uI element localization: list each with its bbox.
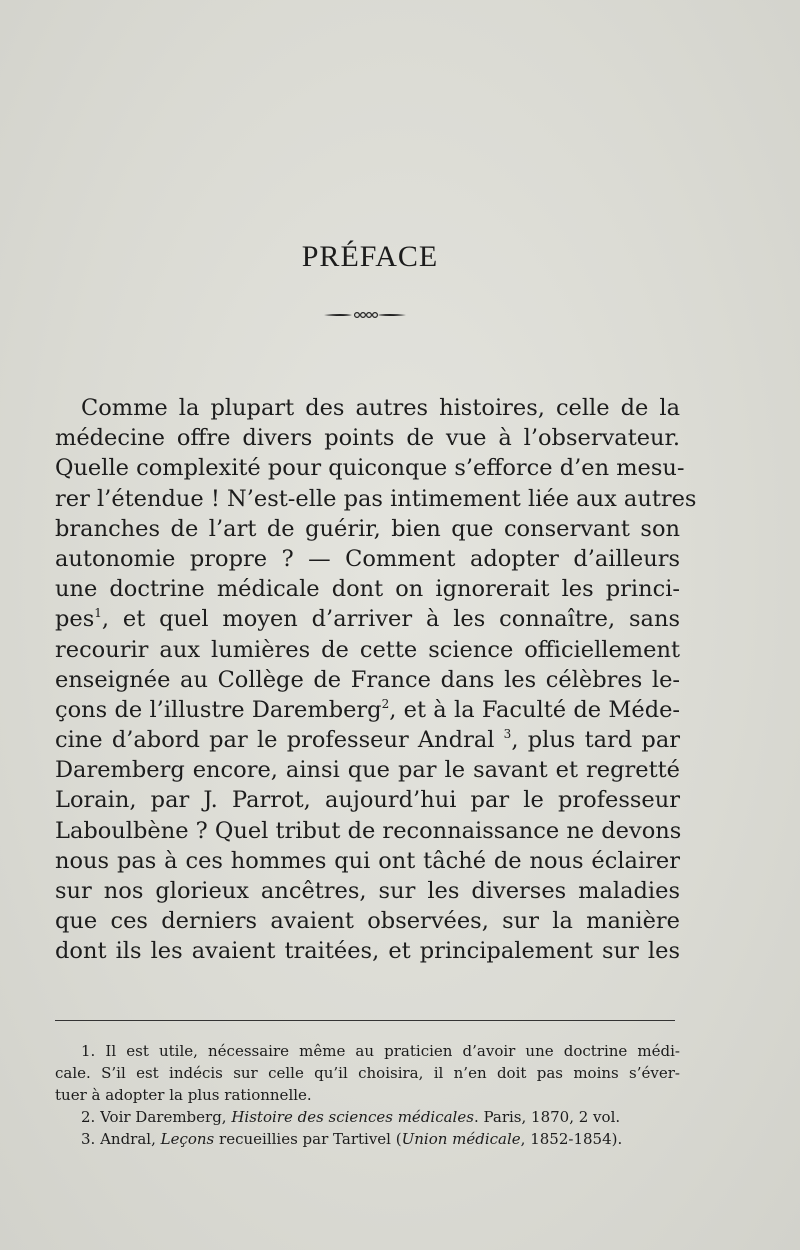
text-line: Laboulbène ? Quel tribut de reconnaissance ne devons [55,817,682,844]
footnote-2 [55,1106,680,1128]
footnote-3 [55,1128,680,1150]
preface-body [55,393,697,967]
text-fragment: , et à la Faculté de Méde- [389,696,681,723]
text-fragment: çons de l’illustre Daremberg [55,696,382,723]
footnote-1-line: 1. Il est utile, nécessaire même au praticien d’avoir une doctrine médi- [81,1042,680,1060]
text-line [55,725,680,755]
text-line: Daremberg encore, ainsi que par le savant et regretté [55,757,680,784]
text-line [55,604,680,634]
text-fragment: , plus tard par [511,727,680,754]
text-line: que ces derniers avaient observées, sur la manière [55,908,680,935]
text-line: Lorain, par J. Parrot, aujourd’hui par le professeur [55,787,680,814]
text-line: médecine offre divers points de vue à l’observateur. [55,425,680,452]
text-line: recourir aux lumières de cette science officiellement [55,636,680,663]
footnote-ref: 1 [94,606,102,621]
text-line: nous pas à ces hommes qui ont tâché de nous éclairer [55,847,680,874]
text-line: Quelle complexité pour quiconque s’efforce d’en mesu- [55,455,685,482]
text-line: dont ils les avaient traitées, et principalement sur les [55,938,680,965]
text-line: Comme la plupart des autres histoires, celle de la [81,395,680,421]
text-line: branches de l’art de guérir, bien que conservant son [55,515,680,542]
footnote-text: recueillies par Tartivel ( [214,1130,402,1148]
text-line [55,695,680,725]
footnote-text: . Paris, 1870, 2 vol. [473,1108,621,1126]
text-line: rer l’étendue ! N’est-elle pas intimement liée aux autres [55,485,697,512]
ornament-divider [322,305,408,325]
footnote-title: Histoire des sciences médicales [231,1108,474,1126]
footnote-1-line: cale. S’il est indécis sur celle qu’il choisira, il n’en doit pas moins s’éver- [55,1064,680,1082]
footnote-title: Leçons [160,1130,215,1148]
footnote-title: Union médicale [401,1130,521,1148]
text-line: enseignée au Collège de France dans les célèbres le- [55,666,680,693]
text-fragment: cine d’abord par le professeur Andral [55,727,495,754]
footnote-text: 2. Voir Daremberg, [81,1108,232,1126]
text-line: sur nos glorieux ancêtres, sur les diverses maladies [55,878,680,904]
footnote-text: , 1852-1854). [520,1130,623,1148]
text-line: autonomie propre ? — Comment adopter d’ailleurs [55,545,680,572]
footnote-ref: 2 [381,696,390,711]
text-fragment: , et quel moyen d’arriver à les connaître, sans [101,606,680,633]
footnote-1-line: tuer à adopter la plus rationnelle. [55,1086,312,1104]
footnote-divider [55,1020,675,1021]
page-title: PRÉFACE [301,240,439,273]
text-line: une doctrine médicale dont on ignorerait les princi- [55,576,680,603]
footnote-text: 3. Andral, [81,1130,161,1148]
footnotes [55,1040,680,1150]
footnote-ref: 3 [503,727,512,742]
text-fragment: pes [55,606,95,633]
